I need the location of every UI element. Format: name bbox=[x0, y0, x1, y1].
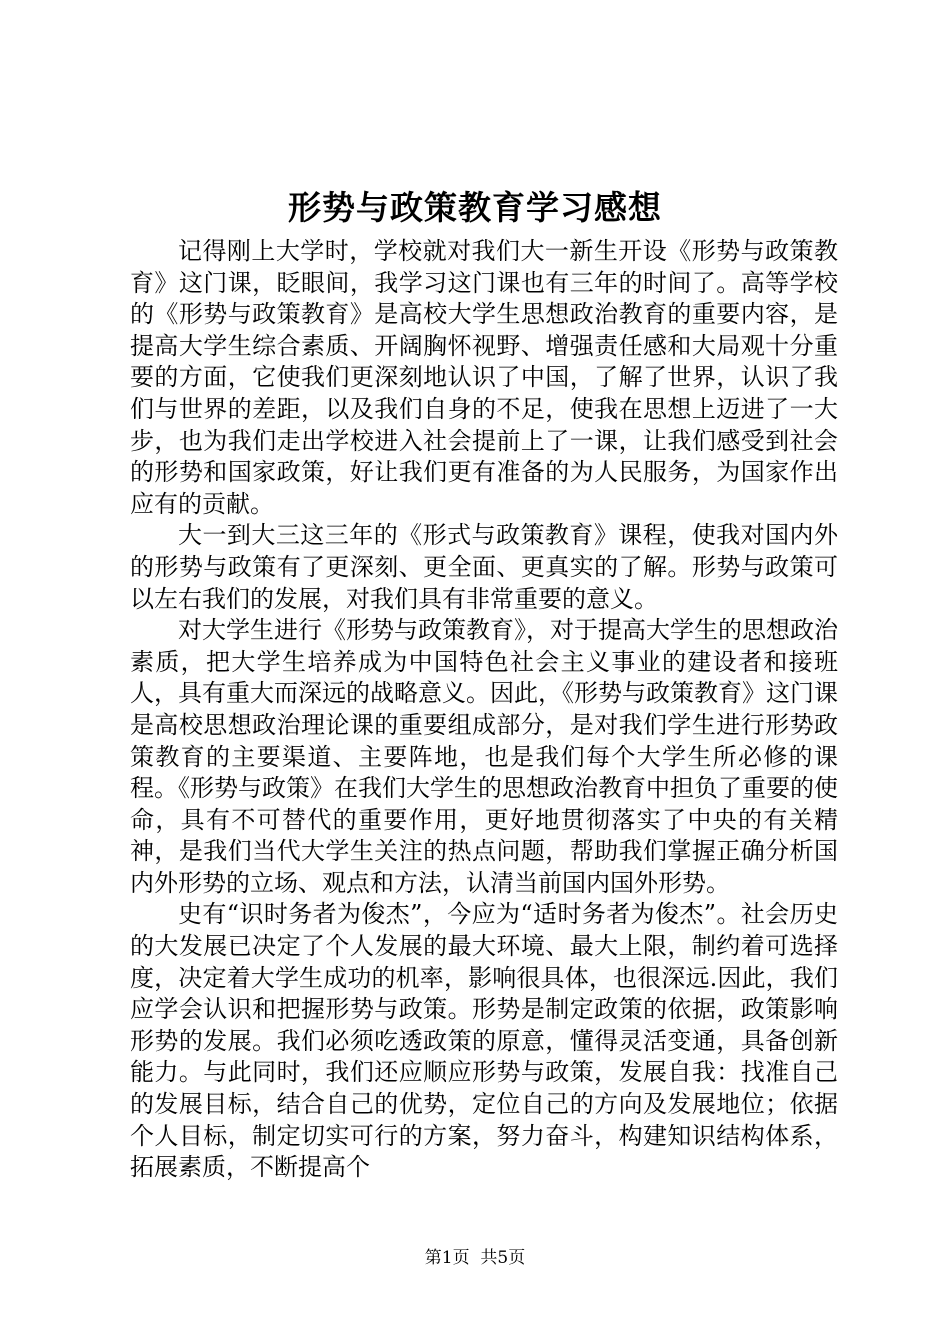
page-footer bbox=[0, 1246, 950, 1270]
document-title: 形势与政策教育学习感想 bbox=[288, 188, 662, 227]
page-number: 第1页 共5页 bbox=[424, 1248, 526, 1268]
document-body bbox=[130, 236, 838, 1184]
paragraph-3: 对大学生进行《形势与政策教育》，对于提高大学生的思想政治素质，把大学生培养成为中国特色社会主义事业的建设者和接班人，具有重大而深远的战略意义。因此，《形势与政策教育》这门课是高校思想政治理论课的重要组成部分，是对我们学生进行形势政策教育的主要渠道、主要阵地，也是我们每个大学生所必修的课程。《形势与政策》在我们大学生的思想政治教育中担负了重要的使命，具有不可替代的重要作用，更好地贯彻落实了中央的有关精神，是我们当代大学生关注的热点问题，帮助我们掌握正确分析国内外形势的立场、观点和方法，认清当前国内国外形势。 bbox=[130, 616, 838, 897]
paragraph-2: 大一到大三这三年的《形式与政策教育》课程，使我对国内外的形势与政策有了更深刻、更全面、更真实的了解。形势与政策可以左右我们的发展，对我们具有非常重要的意义。 bbox=[130, 521, 838, 613]
paragraph-1: 记得刚上大学时，学校就对我们大一新生开设《形势与政策教育》这门课，眨眼间，我学习这门课也有三年的时间了。高等学校的《形势与政策教育》是高校大学生思想政治教育的重要内容，是提高大学生综合素质、开阔胸怀视野、增强责任感和大局观十分重要的方面，它使我们更深刻地认识了中国，了解了世界，认识了我们与世界的差距，以及我们自身的不足，使我在思想上迈进了一大步，也为我们走出学校进入社会提前上了一课，让我们感受到社会的形势和国家政策，好让我们更有准备的为人民服务，为国家作出应有的贡献。 bbox=[130, 237, 838, 518]
paragraph-4: 史有“识时务者为俊杰”，今应为“适时务者为俊杰”。社会历史的大发展已决定了个人发展的最大环境、最大上限，制约着可选择度，决定着大学生成功的机率，影响很具体，也很深远.因此，我们应学会认识和把握形势与政策。形势是制定政策的依据，政策影响形势的发展。我们必须吃透政策的原意，懂得灵活变通，具备创新能力。与此同时，我们还应顺应形势与政策，发展自我：找准自己的发展目标，结合自己的优势，定位自己的方向及发展地位；依据个人目标，制定切实可行的方案，努力奋斗，构建知识结构体系，拓展素质，不断提高个 bbox=[130, 900, 838, 1182]
